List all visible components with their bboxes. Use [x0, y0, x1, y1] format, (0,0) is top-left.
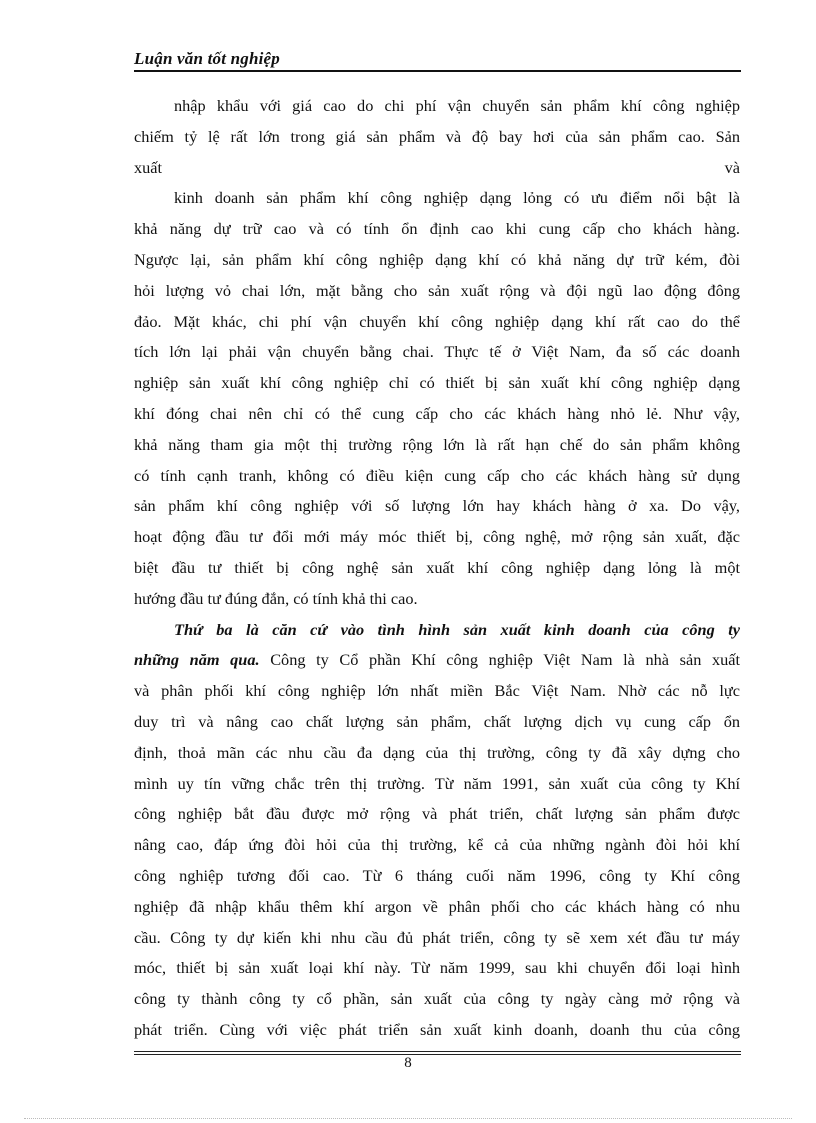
line-text: tích lớn lại phải vận chuyển bằng chai. Thực tế ở Việt Nam, đa số các doanh — [134, 342, 740, 362]
text-line — [134, 892, 740, 923]
text-line — [134, 214, 740, 245]
text-line — [134, 799, 740, 830]
line-text: sản phẩm khí công nghiệp với số lượng lớn hay khách hàng ở xa. Do vậy, — [134, 496, 740, 516]
line-text: xuất và — [134, 157, 740, 177]
line-text: khí đóng chai nên chỉ có thể cung cấp cho các khách hàng nhỏ lẻ. Như vậy, — [134, 403, 740, 423]
line-text: có tính cạnh tranh, không có điều kiện cung cấp cho các khách hàng sử dụng — [134, 465, 740, 485]
line-text: công nghiệp bắt đầu được mở rộng và phát triển, chất lượng sản phẩm được — [134, 804, 740, 824]
page-bottom-border — [24, 1118, 792, 1119]
line-text: hoạt động đầu tư đổi mới máy móc thiết bị, công nghệ, mở rộng sản xuất, đặc — [134, 527, 740, 547]
text-line — [134, 769, 740, 800]
text-line — [134, 615, 740, 646]
text-line — [134, 245, 740, 276]
line-text: hỏi lượng vỏ chai lớn, mặt bằng cho sản xuất rộng và đội ngũ lao động đông — [134, 280, 740, 300]
text-line — [134, 276, 740, 307]
header-divider — [134, 70, 741, 72]
page-number: 8 — [404, 1055, 412, 1071]
line-text: nghiệp sản xuất khí công nghiệp chỉ có thiết bị sản xuất khí công nghiệp dạng — [134, 373, 740, 393]
text-line — [134, 91, 740, 122]
line-text: đảo. Mặt khác, chi phí vận chuyển khí công nghiệp dạng khí rất cao do thể — [134, 311, 740, 331]
text-line — [134, 738, 740, 769]
body-text — [134, 91, 740, 1046]
line-text: mình uy tín vững chắc trên thị trường. Từ năm 1991, sản xuất của công ty Khí — [134, 773, 740, 793]
text-line — [134, 553, 740, 584]
line-text: móc, thiết bị sản xuất loại khí này. Từ năm 1999, sau khi chuyển đổi loại hình — [134, 958, 740, 978]
running-header-title: Luận văn tốt nghiệp — [134, 49, 280, 68]
text-line — [134, 984, 740, 1015]
text-line — [134, 337, 740, 368]
text-line — [134, 522, 740, 553]
emphasis-text: những năm qua. — [134, 650, 260, 670]
line-text: và phân phối khí công nghiệp lớn nhất miền Bắc Việt Nam. Nhờ các nỗ lực — [134, 681, 740, 701]
text-line — [134, 461, 740, 492]
line-text: phát triển. Cùng với việc phát triển sản xuất kinh doanh, doanh thu của công — [134, 1019, 740, 1039]
line-text: khả năng tham gia một thị trường rộng lớn là rất hạn chế do sản phẩm không — [134, 434, 740, 454]
line-text: biệt đầu tư thiết bị công nghệ sản xuất khí công nghiệp dạng lỏng là một — [134, 557, 740, 577]
text-line — [134, 1015, 740, 1046]
text-line — [134, 430, 740, 461]
text-line — [134, 953, 740, 984]
line-text: định, thoả mãn các nhu cầu đa dạng của thị trường, công ty đã xây dựng cho — [134, 742, 740, 762]
text-line — [134, 923, 740, 954]
line-text: chiếm tỷ lệ rất lớn trong giá sản phẩm và độ bay hơi của sản phẩm cao. Sản — [134, 126, 740, 146]
text-line — [134, 183, 740, 214]
text-line — [134, 707, 740, 738]
line-text: hướng đầu tư đúng đắn, có tính khả thi cao. — [134, 588, 418, 608]
line-text: Ngược lại, sản phẩm khí công nghiệp dạng khí có khả năng dự trữ kém, đòi — [134, 249, 740, 269]
line-text: nghiệp đã nhập khẩu thêm khí argon về phân phối cho các khách hàng có nhu — [134, 896, 740, 916]
text-line — [134, 307, 740, 338]
text-line — [134, 368, 740, 399]
text-line — [134, 153, 740, 184]
text-line — [134, 830, 740, 861]
text-line — [134, 491, 740, 522]
line-text: Công ty Cổ phần Khí công nghiệp Việt Nam là nhà sản xuất — [259, 650, 741, 670]
text-line — [134, 584, 740, 615]
line-text: cầu. Công ty dự kiến khi nhu cầu đủ phát triển, công ty sẽ xem xét đầu tư máy — [134, 927, 740, 947]
line-text: công ty thành công ty cổ phần, sản xuất của công ty ngày càng mở rộng và — [134, 989, 740, 1009]
footer-divider-top — [134, 1051, 741, 1052]
line-text: kinh doanh sản phẩm khí công nghiệp dạng lỏng có ưu điểm nổi bật là — [174, 188, 740, 208]
line-text: công nghiệp tương đối cao. Từ 6 tháng cuối năm 1996, công ty Khí công — [134, 865, 740, 885]
line-text: duy trì và nâng cao chất lượng sản phẩm, chất lượng dịch vụ cung cấp ổn — [134, 711, 740, 731]
text-line — [134, 676, 740, 707]
text-line — [134, 122, 740, 153]
text-line — [134, 399, 740, 430]
line-text: nâng cao, đáp ứng đòi hỏi của thị trường, kể cả của những ngành đòi hỏi khí — [134, 835, 740, 855]
line-text: nhập khẩu với giá cao do chi phí vận chuyển sản phẩm khí công nghiệp — [174, 96, 740, 115]
line-text: khả năng dự trữ cao và có tính ổn định cao khi cung cấp cho khách hàng. — [134, 219, 740, 239]
text-line — [134, 861, 740, 892]
text-line — [134, 645, 740, 676]
emphasis-text: Thứ ba là căn cứ vào tình hình sản xuất kinh doanh của công ty — [174, 619, 740, 639]
